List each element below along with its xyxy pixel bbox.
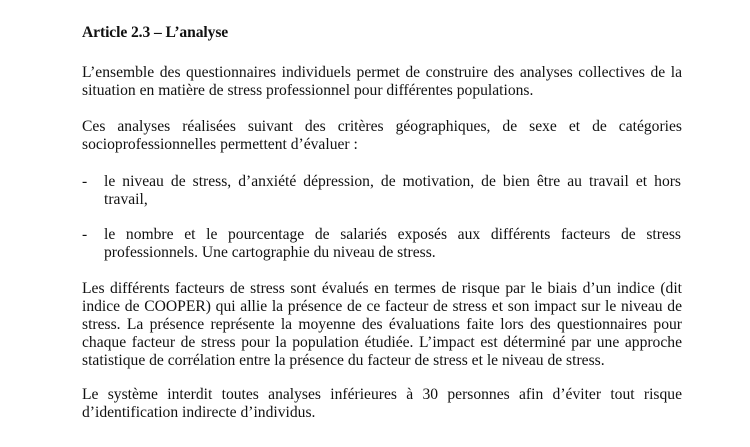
bullet-line: le niveau de stress, d’anxiété dépression, de motivation, de bien être au travail et hors (104, 173, 681, 190)
paragraph-line: L’ensemble des questionnaires individuels permet de construire des analyses collectives de la (82, 64, 682, 81)
paragraph-cooper-index (82, 280, 682, 370)
paragraph-line: d’identification indirecte d’individus. (82, 404, 316, 421)
bullet-line: le nombre et le pourcentage de salariés exposés aux différents facteurs de stress (104, 226, 681, 243)
paragraph-line: stress. La présence représente la moyenne des évaluations faite lors des questionnaires pour (82, 316, 682, 333)
article-heading (82, 24, 228, 42)
paragraph-criteria (82, 118, 682, 154)
paragraph-line: Les différents facteurs de stress sont évalués en termes de risque par le biais d’un indice (dit (82, 280, 682, 297)
bullet-dash: - (82, 173, 88, 190)
paragraph-line: Ces analyses réalisées suivant des critères géographiques, de sexe et de catégories (82, 118, 682, 135)
paragraph-line: socioprofessionnelles permettent d’évaluer : (82, 136, 358, 153)
paragraph-line: statistique de corrélation entre la présence du facteur de stress et le niveau de stress. (82, 352, 605, 369)
paragraph-minimum-population (82, 386, 682, 422)
paragraph-line: Le système interdit toutes analyses inférieures à 30 personnes afin d’éviter tout risque (82, 386, 682, 403)
bullet-line: professionnels. Une cartographie du niveau de stress. (104, 244, 436, 261)
bullet-item-exposure (104, 226, 681, 262)
bullet-item-stress-level (104, 173, 681, 209)
paragraph-line: situation en matière de stress professionnel pour différentes populations. (82, 82, 534, 99)
paragraph-line: indice de COOPER) qui allie la présence de ce facteur de stress et son impact sur le niveau de (82, 298, 682, 315)
bullet-dash: - (82, 226, 88, 243)
paragraph-line: chaque facteur de stress pour la population étudiée. L’impact est déterminé par une approche (82, 334, 682, 351)
paragraph-analysis-intro (82, 64, 682, 100)
article-heading-text: Article 2.3 – L’analyse (82, 24, 229, 41)
bullet-line: travail, (104, 191, 148, 208)
